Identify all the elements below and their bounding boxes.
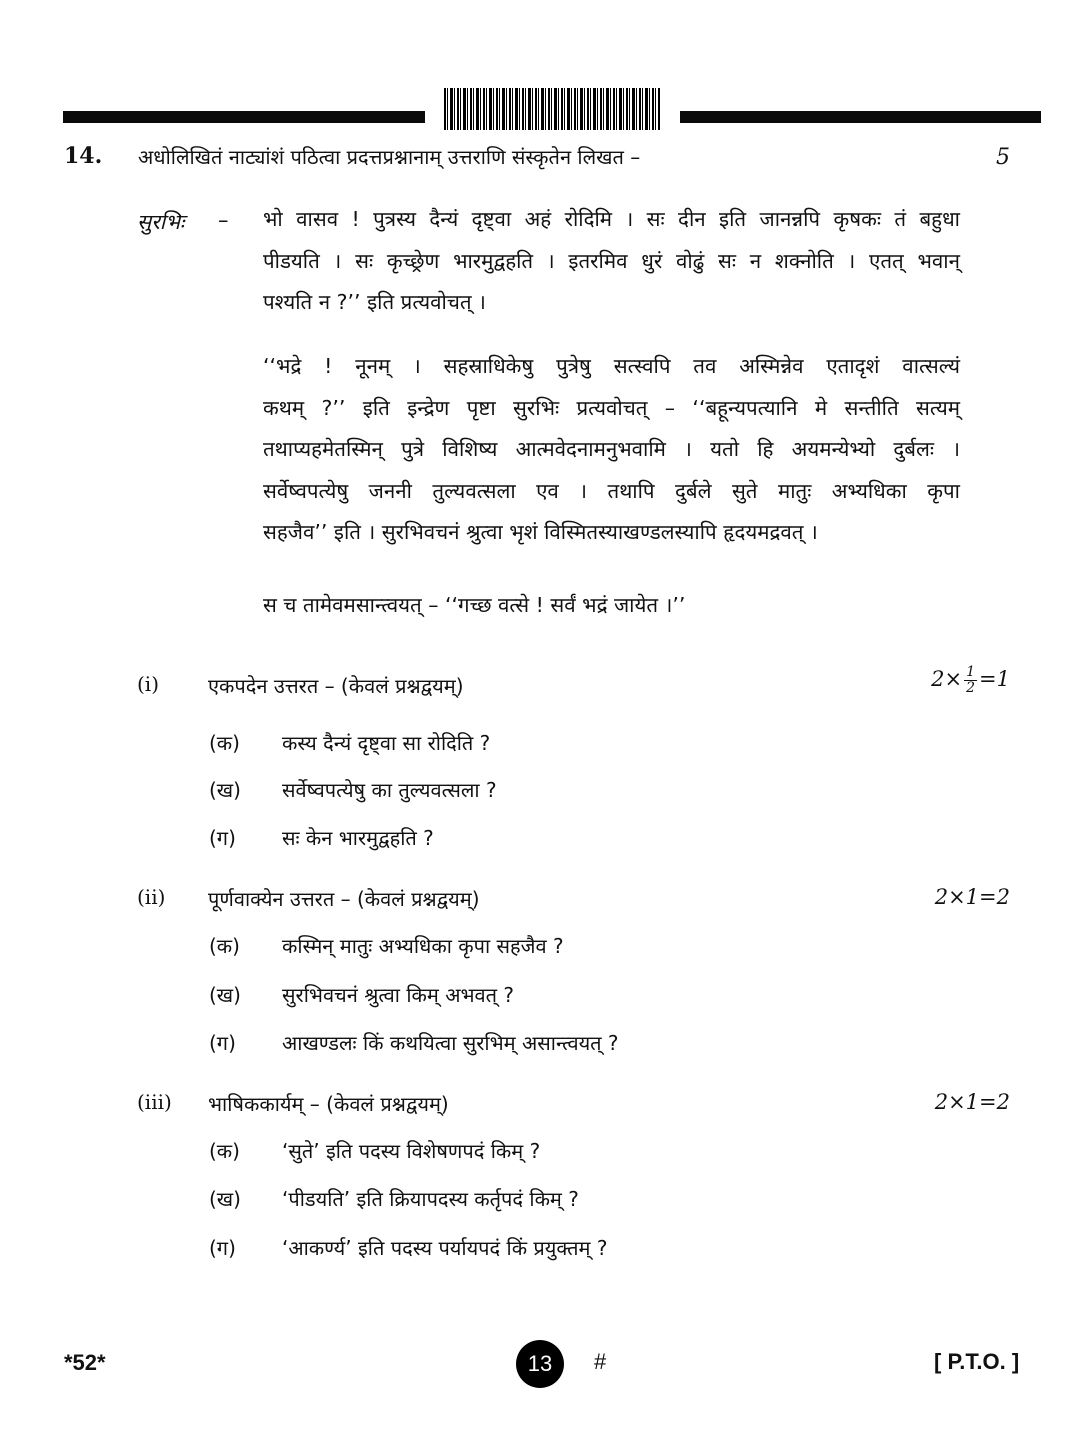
subquestion-instruction: एकपदेन उत्तरत – (केवलं प्रश्नद्वयम्): [208, 674, 464, 698]
item-label: (ग): [209, 826, 236, 850]
question-instruction: अधोलिखितं नाट्यांशं पठित्वा प्रदत्तप्रश्नानाम् उत्तराणि संस्कृतेन लिखत –: [138, 145, 641, 169]
item-label: (ख): [209, 983, 241, 1007]
subquestion-label: (iii): [137, 1090, 172, 1114]
passage-line: ‘‘भद्रे ! नूनम् । सहस्राधिकेषु पुत्रेषु सत्स्वपि तव अस्मिन्नेव एतादृशं वात्सल्यं: [263, 354, 960, 378]
passage-paragraph-3: [263, 585, 960, 627]
item-text: सः केन भारमुद्वहति ?: [282, 826, 434, 850]
item-label: (क): [209, 731, 240, 755]
item-label: (ख): [209, 1187, 241, 1211]
question-marks: 5: [996, 145, 1010, 170]
passage-line: पीडयति । सः कृच्छ्रेण भारमुद्वहति । इतरमिव धुरं वोढुं सः न शक्नोति । एतत् भवान्: [263, 248, 960, 273]
question-number: 14.: [64, 143, 103, 169]
item-label: (क): [209, 934, 240, 958]
marks-prefix: 2×: [931, 667, 963, 691]
passage-paragraph-1: [263, 199, 960, 324]
passage-line: सहजैव’’ इति । सुरभिवचनं श्रुत्वा भृशं विस्मितस्याखण्डलस्यापि हृदयमद्रवत् ।: [263, 520, 818, 544]
item-label: (ख): [209, 778, 241, 802]
item-text: ‘पीडयति’ इति क्रियापदस्य कर्तृपदं किम् ?: [282, 1187, 579, 1211]
header-rule-left: [63, 111, 425, 123]
item-label: (ग): [209, 1236, 236, 1260]
hash-mark: #: [594, 1349, 607, 1374]
item-text: कस्मिन् मातुः अभ्यधिका कृपा सहजैव ?: [282, 934, 564, 958]
page-number-badge: [516, 1340, 564, 1388]
marks-fraction: [964, 665, 977, 696]
passage-paragraph-2: [263, 346, 960, 554]
item-text: सर्वेष्वपत्येषु का तुल्यवत्सला ?: [282, 778, 497, 802]
subquestion-marks: [931, 665, 1010, 696]
item-text: ‘आकर्ण्य’ इति पदस्य पर्यायपदं किं प्रयुक्तम् ?: [282, 1236, 608, 1260]
subquestion-label: (i): [137, 672, 160, 696]
subquestion-instruction: पूर्णवाक्येन उत्तरत – (केवलं प्रश्नद्वयम्): [208, 887, 480, 911]
item-label: (क): [209, 1139, 240, 1163]
header-rule-right: [680, 111, 1041, 123]
subquestion-marks: 2×1=2: [934, 1090, 1010, 1114]
paper-code: *52*: [64, 1350, 106, 1375]
fraction-numerator: 1: [966, 664, 976, 680]
passage-line: भो वासव ! पुत्रस्य दैन्यं दृष्ट्वा अहं रोदिमि । सः दीन इति जानन्नपि कृषकः तं बहुधा: [263, 207, 960, 231]
barcode: [444, 88, 660, 130]
subquestion-marks: 2×1=2: [934, 885, 1010, 909]
please-turn-over: [ P.T.O. ]: [934, 1349, 1020, 1374]
page-number: 13: [527, 1351, 553, 1376]
item-text: ‘सुते’ इति पदस्य विशेषणपदं किम् ?: [282, 1139, 541, 1163]
speaker-name: सुरभिः: [137, 210, 185, 234]
passage-line: सर्वेष्वपत्येषु जननी तुल्यवत्सला एव । तथापि दुर्बले सुते मातुः अभ्यधिका कृपा: [263, 478, 960, 503]
item-text: कस्य दैन्यं दृष्ट्वा सा रोदिति ?: [282, 731, 491, 755]
item-text: आखण्डलः किं कथयित्वा सुरभिम् असान्त्वयत् ?: [282, 1031, 619, 1055]
speaker-dash: –: [218, 208, 229, 232]
passage-line: स च तामेवमसान्त्वयत् – ‘‘गच्छ वत्से ! सर्वं भद्रं जायेत ।’’: [263, 593, 686, 617]
marks-suffix: =1: [979, 667, 1010, 691]
passage-line: पश्यति न ?’’ इति प्रत्यवोचत् ।: [263, 290, 486, 314]
passage-line: कथम् ?’’ इति इन्द्रेण पृष्टा सुरभिः प्रत्यवोचत् – ‘‘बहून्यपत्यानि मे सन्तीति सत्यम्: [263, 395, 960, 420]
item-label: (ग): [209, 1031, 236, 1055]
subquestion-label: (ii): [137, 885, 166, 909]
passage-line: तथाप्यहमेतस्मिन् पुत्रे विशिष्य आत्मवेदनामनुभवामि । यतो हि अयमन्येभ्यो दुर्बलः ।: [263, 437, 960, 461]
fraction-denominator: 2: [966, 680, 976, 696]
item-text: सुरभिवचनं श्रुत्वा किम् अभवत् ?: [282, 983, 515, 1007]
subquestion-instruction: भाषिककार्यम् – (केवलं प्रश्नद्वयम्): [208, 1092, 449, 1116]
